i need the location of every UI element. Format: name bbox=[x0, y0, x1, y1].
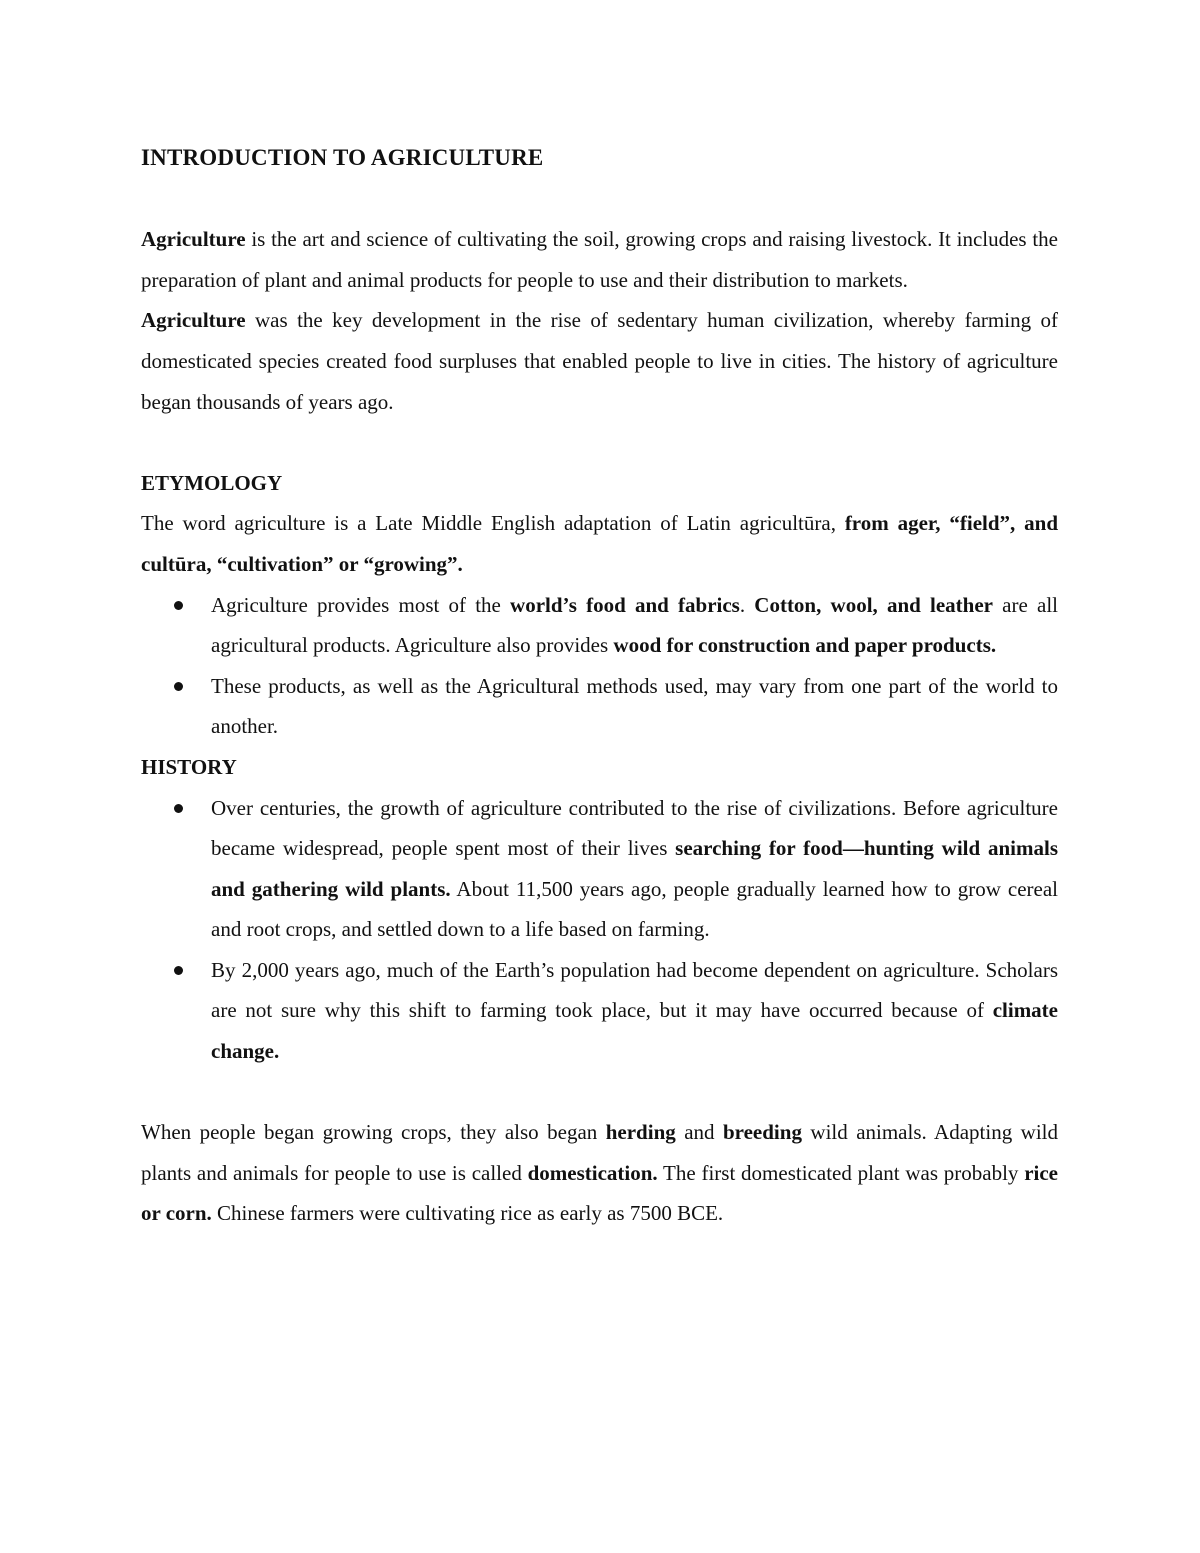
intro-paragraph-2 bbox=[141, 300, 1058, 422]
spacer bbox=[141, 422, 1058, 463]
paragraph-bold: rice or corn. bbox=[141, 1160, 1058, 1226]
list-item bbox=[141, 585, 1058, 666]
bullet-icon bbox=[174, 601, 183, 610]
spacer bbox=[141, 179, 1058, 220]
list-text: Agriculture provides most of the bbox=[211, 592, 511, 617]
list-item bbox=[141, 666, 1058, 747]
paragraph-text: and bbox=[675, 1120, 723, 1145]
paragraph-bold: breeding bbox=[722, 1120, 802, 1145]
list-bold: Cotton, wool, and leather bbox=[754, 592, 993, 617]
list-bold: searching for food—hunting wild animals and gathering wild plants. bbox=[211, 836, 1058, 901]
domestication-paragraph bbox=[141, 1112, 1058, 1234]
etymology-bold: from ager, “field”, and cultūra, “cultivation” or “growing”. bbox=[141, 511, 1058, 576]
history-heading: HISTORY bbox=[141, 754, 237, 779]
paragraph-bold: herding bbox=[605, 1120, 676, 1145]
list-text: By 2,000 years ago, much of the Earth’s population had become dependent on agriculture. Scholars are not sure why this shift to farming took place, but it may have occurred because of bbox=[211, 957, 1058, 1023]
etymology-heading: ETYMOLOGY bbox=[141, 470, 283, 495]
bullet-icon bbox=[174, 966, 183, 975]
list-text: . bbox=[739, 592, 755, 617]
intro-text-1: is the art and science of cultivating the soil, growing crops and raising livestock. It includes the preparation of plant and animal products for people to use and their distribution to markets. bbox=[141, 227, 1058, 292]
page-title: INTRODUCTION TO AGRICULTURE bbox=[141, 145, 544, 170]
etymology-paragraph bbox=[141, 503, 1058, 584]
spacer bbox=[141, 1072, 1058, 1113]
list-text: These products, as well as the Agricultural methods used, may vary from one part of the world to another. bbox=[211, 673, 1058, 739]
paragraph-text: wild animals. Adapting wild plants and animals for people to use is called bbox=[141, 1120, 1058, 1185]
list-item bbox=[141, 950, 1058, 1072]
list-text: About 11,500 years ago, people gradually learned how to grow cereal and root crops, and settled down to a life based on farming. bbox=[211, 876, 1059, 942]
paragraph-text: The first domesticated plant was probably bbox=[657, 1160, 1025, 1185]
etymology-text: The word agriculture is a Late Middle English adaptation of Latin agricultūra, bbox=[141, 511, 845, 536]
document-body bbox=[141, 138, 1058, 1234]
etymology-list bbox=[141, 585, 1058, 747]
list-bold: world’s food and fabrics bbox=[510, 592, 740, 617]
history-list bbox=[141, 788, 1058, 1072]
paragraph-text: When people began growing crops, they also began bbox=[141, 1120, 606, 1145]
intro-text-2: was the key development in the rise of sedentary human civilization, whereby farming of domesticated species created food surpluses that enabled people to live in cities. The history of agriculture began thousands of years ago. bbox=[141, 308, 1058, 414]
paragraph-text: Chinese farmers were cultivating rice as early as 7500 BCE. bbox=[211, 1201, 724, 1226]
list-text: Over centuries, the growth of agriculture contributed to the rise of civilizations. Before agriculture became widespread, people spent most of their lives bbox=[211, 795, 1058, 861]
intro-term-2: Agriculture bbox=[141, 308, 246, 333]
list-bold: climate change. bbox=[211, 998, 1058, 1064]
list-item bbox=[141, 788, 1058, 950]
paragraph-bold: domestication. bbox=[527, 1160, 658, 1185]
bullet-icon bbox=[174, 804, 183, 813]
bullet-icon bbox=[174, 682, 183, 691]
list-bold: wood for construction and paper products. bbox=[613, 633, 997, 658]
intro-term-1: Agriculture bbox=[141, 227, 246, 252]
list-text: are all agricultural products. Agriculture also provides bbox=[211, 592, 1058, 658]
intro-paragraph-1 bbox=[141, 219, 1058, 300]
